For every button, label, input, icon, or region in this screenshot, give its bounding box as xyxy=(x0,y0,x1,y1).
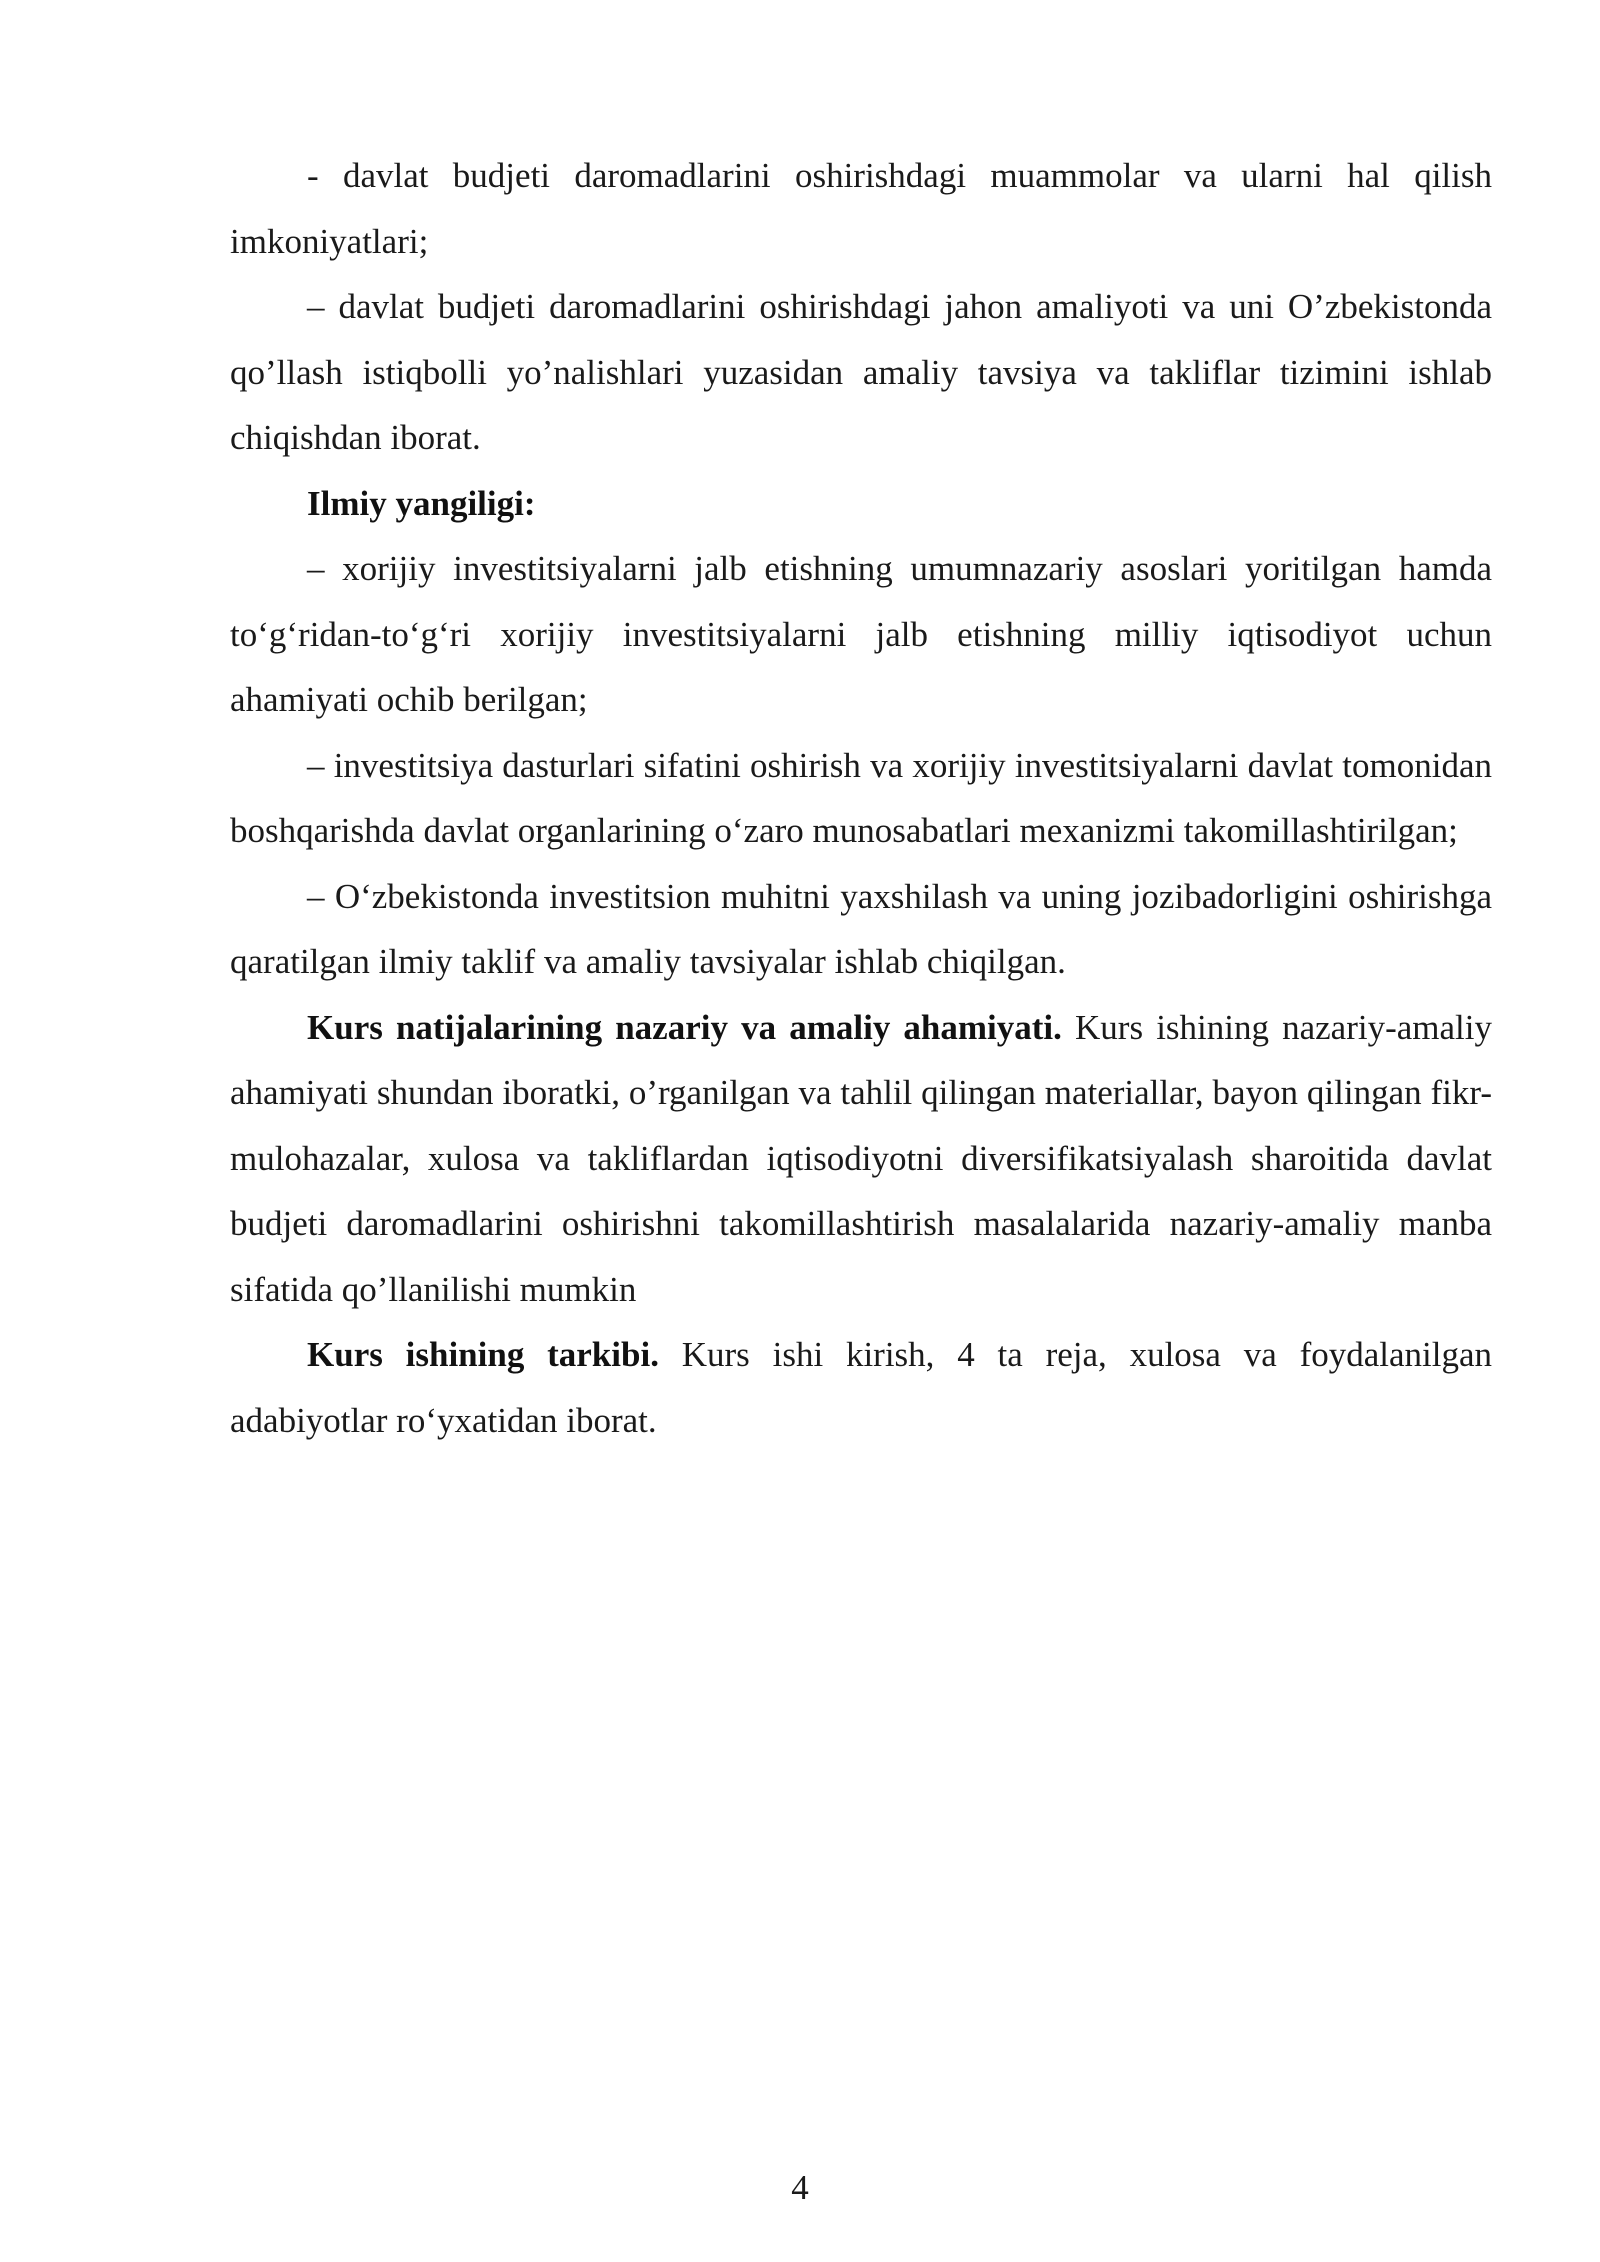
paragraph-structure xyxy=(230,1322,1492,1453)
paragraph-task-world-practice xyxy=(230,274,1492,471)
paragraph-text: – investitsiya dasturlari sifatini oshirish va xorijiy investitsiyalarni davlat tomonidan boshqarishda davlat organlarining o‘zaro munosabatlari mexanizmi takomillashtirilgan; xyxy=(230,745,1492,850)
paragraph-bold-lead: Kurs natijalarining nazariy va amaliy ahamiyati. xyxy=(307,1007,1062,1047)
paragraph-text: – O‘zbekistonda investitsion muhitni yaxshilash va uning jozibadorligini oshirishga qaratilgan ilmiy taklif va amaliy tavsiyalar ishlab chiqilgan. xyxy=(230,876,1492,981)
paragraph-text: – xorijiy investitsiyalarni jalb etishning umumnazariy asoslari yoritilgan hamda to‘g‘ridan-to‘g‘ri xorijiy investitsiyalarni jalb etishning milliy iqtisodiyot uchun ahamiyati ochib berilgan; xyxy=(230,549,1492,719)
paragraph-text: – davlat budjeti daromadlarini oshirishdagi jahon amaliyoti va uni O’zbekistonda qo’llash istiqbolli yo’nalishlari yuzasidan amaliy tavsiya va takliflar tizimini ishlab chiqishdan iborat. xyxy=(230,287,1492,457)
paragraph-novelty-foreign-investment xyxy=(230,536,1492,733)
paragraph-text: Kurs ishining nazariy-amaliy ahamiyati shundan iboratki, o’rganilgan va tahlil qilingan materiallar, bayon qilingan fikr-mulohazalar, xulosa va takliflardan iqtisodiyotni diversifikatsiyalash sharoitida davlat budjeti daromadlarini oshirishni takomillashtirish masalalarida nazariy-amaliy manba sifatida qo’llanilishi mumkin xyxy=(230,1007,1492,1309)
document-body xyxy=(230,143,1492,1453)
paragraph-novelty-investment-climate xyxy=(230,864,1492,995)
paragraph-task-problems xyxy=(230,143,1492,274)
paragraph-bold-lead: Kurs ishining tarkibi. xyxy=(307,1335,659,1374)
paragraph-novelty-investment-programs xyxy=(230,733,1492,864)
paragraph-bold-lead: Ilmiy yangiligi: xyxy=(307,483,536,523)
paragraph-significance xyxy=(230,995,1492,1323)
page-number: 4 xyxy=(791,2168,809,2207)
heading-scientific-novelty xyxy=(230,471,1492,537)
paragraph-text: - davlat budjeti daromadlarini oshirishdagi muammolar va ularni hal qilish imkoniyatlari; xyxy=(230,156,1492,261)
paragraph-text: Kurs ishi kirish, 4 ta reja, xulosa va foydalanilgan adabiyotlar ro‘yxatidan iborat. xyxy=(230,1335,1492,1440)
